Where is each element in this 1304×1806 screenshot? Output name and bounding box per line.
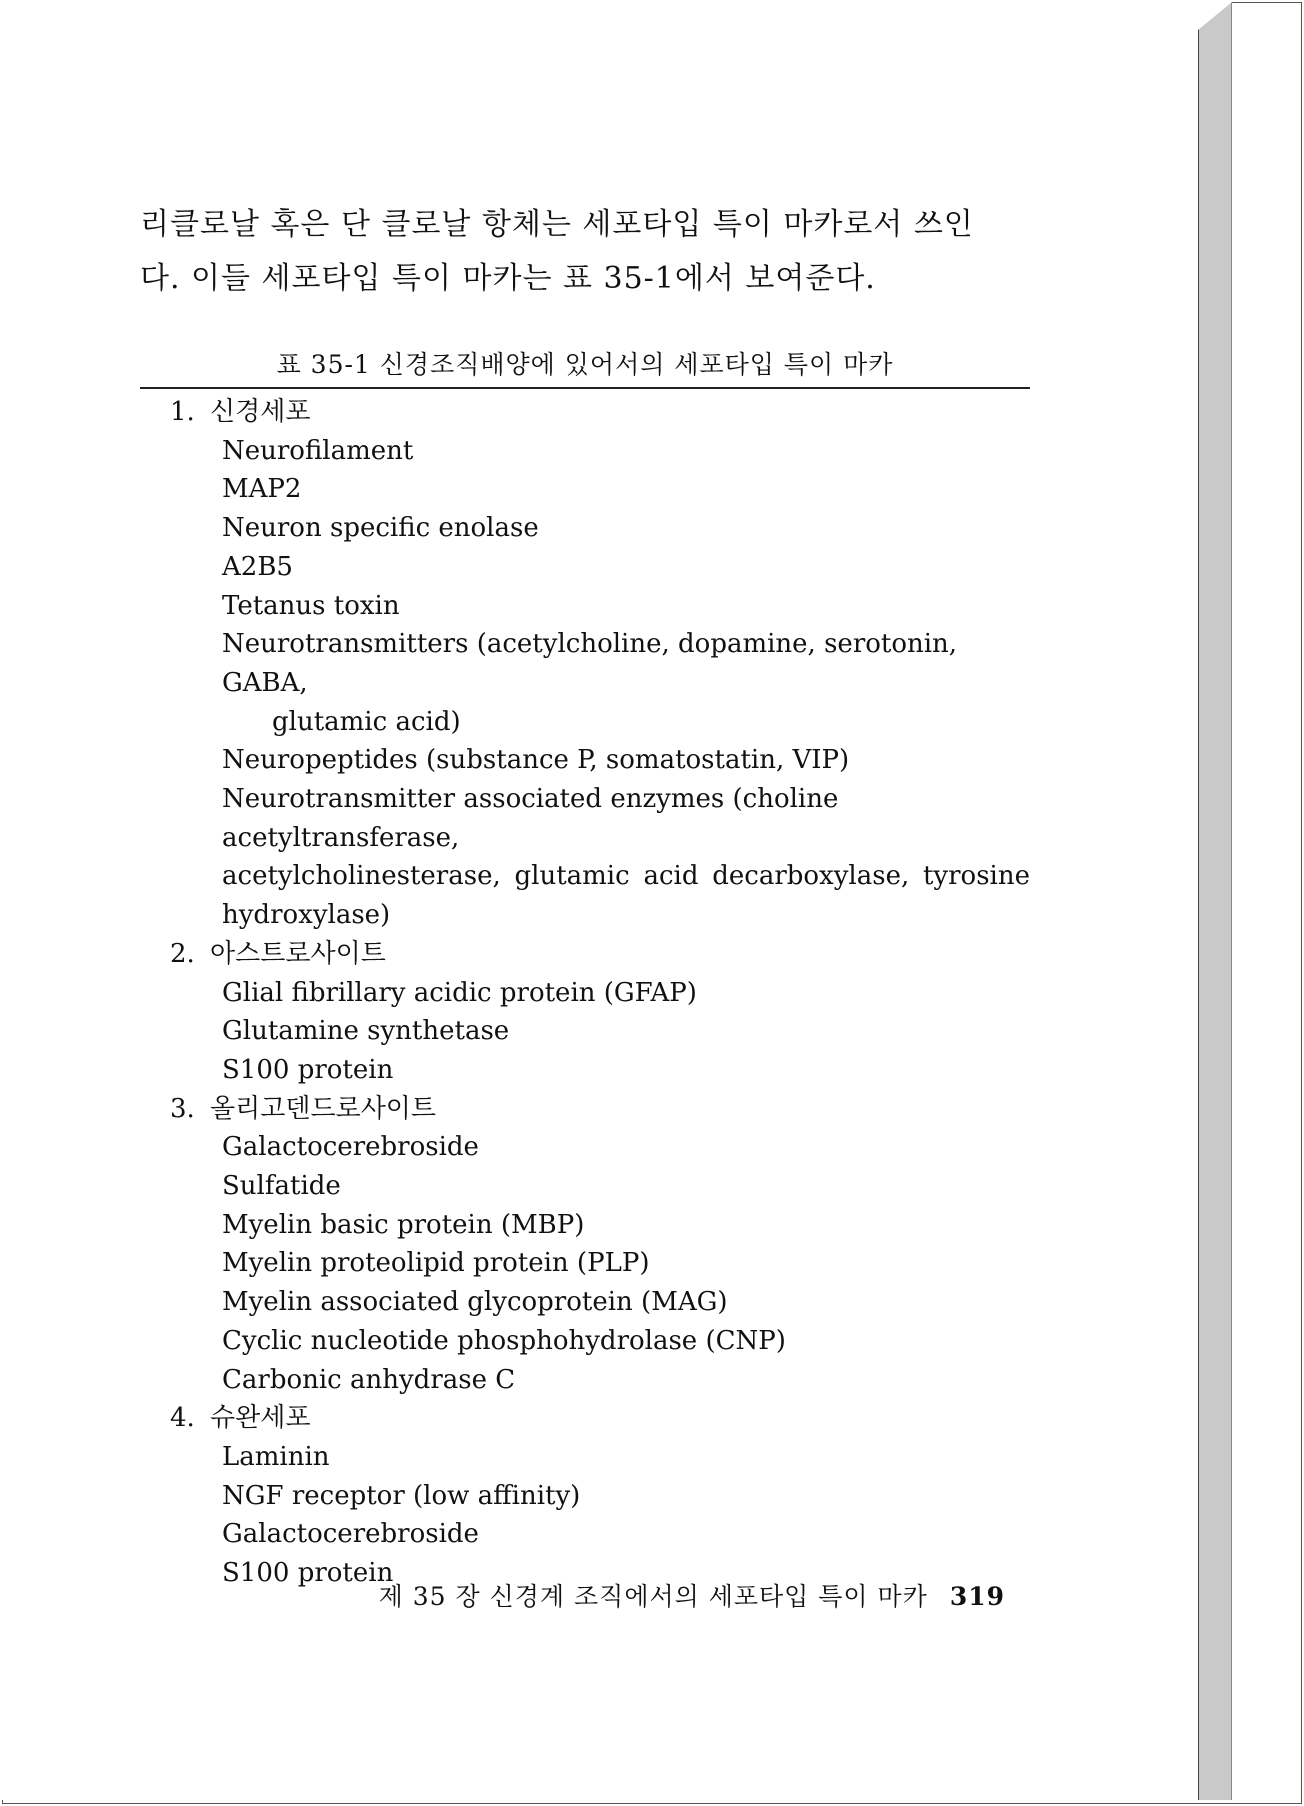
section-number: 4.: [170, 1403, 195, 1434]
section-title: 신경세포: [210, 397, 311, 427]
list-item: Myelin associated glycoprotein (MAG): [222, 1287, 728, 1318]
list-item: S100 protein: [222, 1054, 394, 1085]
list-item: Glutamine synthetase: [222, 1016, 510, 1047]
list-item-continuation: glutamic acid): [272, 706, 461, 737]
intro-line-2: 다. 이들 세포타입 특이 마카는 표 35-1에서 보여준다.: [140, 261, 876, 296]
page-stack-edge: [1198, 2, 1232, 1800]
list-item: Myelin proteolipid protein (PLP): [222, 1248, 650, 1279]
list-item: NGF receptor (low affinity): [222, 1480, 581, 1511]
section-number: 3.: [170, 1093, 195, 1124]
list-item-continuation: hydroxylase): [222, 900, 391, 931]
section-title: 슈완세포: [210, 1403, 311, 1434]
list-item: Carbonic anhydrase C: [222, 1364, 516, 1395]
list-item: S100 protein: [222, 1558, 394, 1589]
list-item: Cyclic nucleotide phosphohydrolase (CNP): [222, 1325, 786, 1356]
list-item: Neurotransmitter associated enzymes (choline acetyltransferase,: [222, 784, 839, 853]
page-corner-fold: [1198, 2, 1232, 30]
list-item: MAP2: [222, 474, 302, 505]
section-heading-schwann-cell: [170, 1399, 1030, 1438]
intro-line-1: 리클로날 혹은 단 클로날 항체는 세포타입 특이 마카로서 쓰인: [140, 207, 974, 242]
section-heading-neuron: [170, 393, 1030, 432]
section-title: 아스트로사이트: [210, 938, 386, 969]
list-item: Tetanus toxin: [222, 590, 400, 621]
marker-table: [170, 393, 1030, 1593]
chapter-title: 제 35 장 신경계 조직에서의 세포타입 특이 마카: [378, 1582, 928, 1611]
table-title: 표 35-1 신경조직배양에 있어서의 세포타입 특이 마카: [276, 350, 894, 379]
list-item: Sulfatide: [222, 1171, 341, 1202]
section-number: 2.: [170, 938, 195, 969]
list-item: Neurotransmitters (acetylcholine, dopamine, serotonin, GABA,: [222, 629, 958, 698]
list-item-continuation: acetylcholinesterase, glutamic acid decarboxylase, tyrosine: [222, 861, 1030, 892]
list-item: Neurofilament: [222, 435, 414, 466]
list-item: A2B5: [222, 551, 293, 582]
section-title: 올리고덴드로사이트: [210, 1093, 437, 1124]
list-item: Myelin basic protein (MBP): [222, 1209, 585, 1240]
list-item: Neuropeptides (substance P, somatostatin, VIP): [222, 745, 850, 776]
list-item: Neuron specific enolase: [222, 513, 539, 544]
list-item: Laminin: [222, 1441, 330, 1472]
list-item: Galactocerebroside: [222, 1132, 479, 1163]
intro-paragraph: [140, 198, 1030, 306]
running-footer: [140, 1577, 1005, 1613]
page-number: 319: [949, 1582, 1005, 1611]
list-item: Galactocerebroside: [222, 1519, 479, 1550]
table-top-rule: [140, 387, 1030, 389]
section-heading-astrocyte: [170, 935, 1030, 974]
list-item: Glial fibrillary acidic protein (GFAP): [222, 977, 697, 1008]
section-number: 1.: [170, 397, 195, 427]
section-heading-oligodendrocyte: [170, 1090, 1030, 1129]
